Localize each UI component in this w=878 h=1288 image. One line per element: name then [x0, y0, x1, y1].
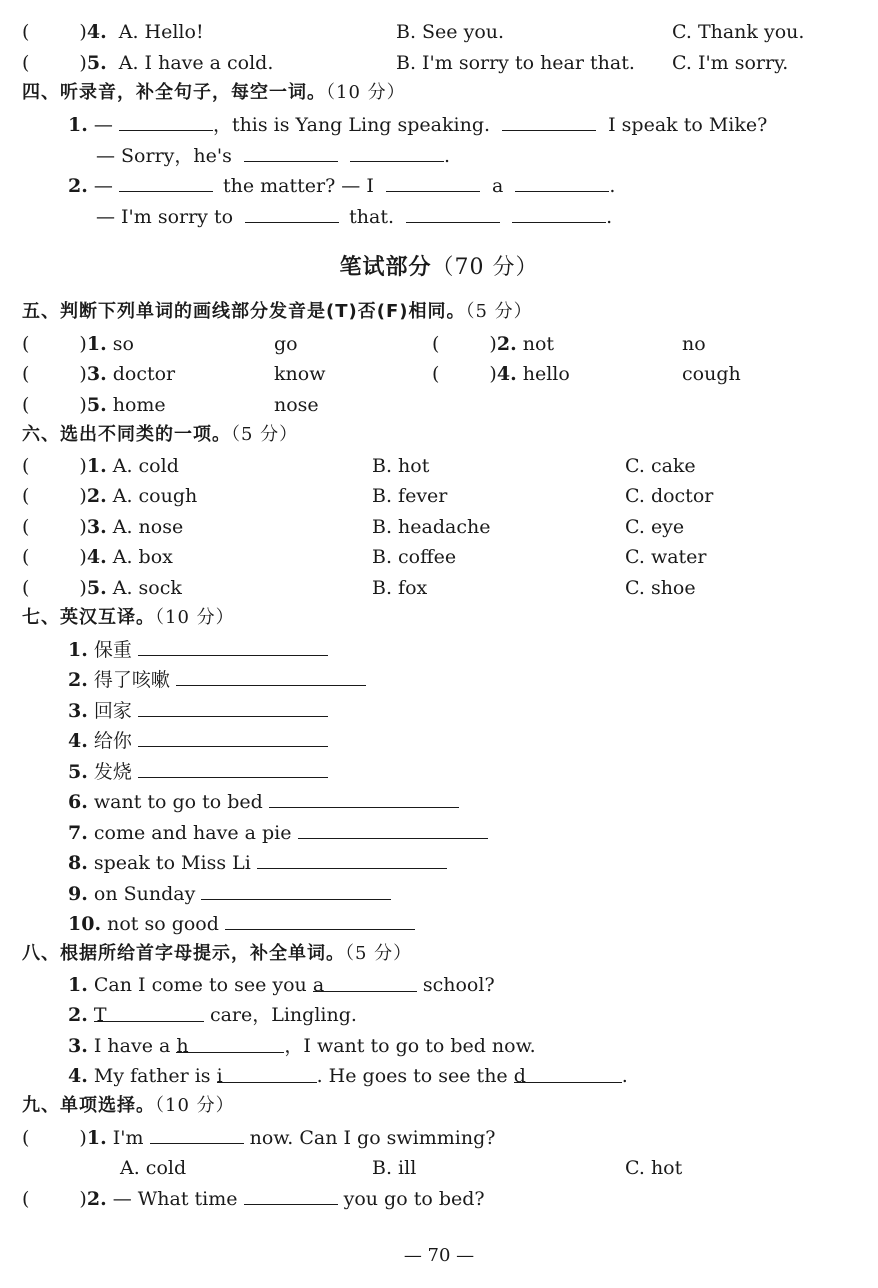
section-6-row: ( )3. A. nose — [22, 516, 184, 538]
fill-blank[interactable] — [138, 759, 328, 778]
page-number: — 70 — — [403, 1245, 475, 1266]
section-7-heading: 七、英汉互译。（10 分） — [22, 607, 235, 628]
translation-item: 9. on Sunday — [68, 881, 391, 905]
word: cough — [682, 363, 741, 385]
word: know — [274, 363, 326, 385]
fill-blank[interactable] — [502, 112, 596, 131]
word: nose — [274, 394, 319, 416]
translation-item: 2. 得了咳嗽 — [68, 667, 366, 691]
translation-item: 3. 回家 — [68, 698, 328, 722]
translation-item: 1. 保重 — [68, 637, 328, 661]
fill-blank[interactable]: h — [176, 1034, 284, 1053]
fill-blank[interactable] — [225, 911, 415, 930]
fill-blank[interactable] — [512, 204, 606, 223]
section-8-heading: 八、根据所给首字母提示，补全单词。（5 分） — [22, 943, 413, 964]
section-6-row: ( )2. A. cough — [22, 485, 198, 507]
fill-blank[interactable]: i — [217, 1064, 317, 1083]
section-8-q4: 4. My father is i . He goes to see the d . — [68, 1065, 628, 1087]
fill-blank[interactable] — [119, 112, 213, 131]
fill-blank[interactable] — [515, 173, 609, 192]
section-8-q3: 3. I have a h ，I want to go to bed now. — [68, 1035, 536, 1057]
section-6-row: ( )1. A. cold — [22, 455, 179, 477]
word: no — [682, 333, 706, 355]
listening-item-4: ( )4. A. Hello! — [22, 21, 204, 43]
fill-blank[interactable] — [138, 698, 328, 717]
word: go — [274, 333, 298, 355]
fill-blank[interactable] — [269, 789, 459, 808]
translation-item: 7. come and have a pie — [68, 820, 488, 844]
translation-item: 10. not so good — [68, 911, 415, 935]
fill-blank[interactable] — [138, 637, 328, 656]
translation-item: 8. speak to Miss Li — [68, 850, 447, 874]
section-6-row: ( )4. A. box — [22, 546, 173, 568]
option-c: C. hot — [625, 1157, 683, 1179]
written-part-title: 笔试部分（70 分） — [339, 255, 539, 280]
section-6-row: ( )5. A. sock — [22, 577, 182, 599]
option-c: C. I'm sorry. — [672, 52, 789, 74]
translation-item: 5. 发烧 — [68, 759, 328, 783]
section-8-q1: 1. Can I come to see you a school? — [68, 974, 495, 996]
section-4-heading: 四、听录音，补全句子，每空一词。（10 分） — [22, 82, 406, 103]
option-b: B. See you. — [396, 21, 505, 43]
translation-item: 4. 给你 — [68, 728, 328, 752]
section-5-heading: 五、判断下列单词的画线部分发音是(T)否(F)相同。（5 分） — [22, 301, 533, 322]
section-4-q1-line2: — Sorry，he's . — [96, 145, 450, 167]
option-b: B. ill — [372, 1157, 417, 1179]
fill-blank[interactable]: T — [94, 1003, 204, 1022]
section-6-heading: 六、选出不同类的一项。（5 分） — [22, 424, 299, 445]
option-a: A. cold — [120, 1157, 187, 1179]
answer-paren: ( — [22, 21, 30, 43]
section-5-row-2b: ( )4. hello — [432, 363, 570, 385]
section-8-q2: 2. T care，Lingling. — [68, 1004, 357, 1026]
option-b: B. fox — [372, 577, 428, 599]
option-b: B. I'm sorry to hear that. — [396, 52, 635, 74]
section-5-row-2: ( )3. doctor — [22, 363, 176, 385]
option-c: C. water — [625, 546, 707, 568]
fill-blank[interactable] — [176, 667, 366, 686]
option-c: C. Thank you. — [672, 21, 805, 43]
option-c: C. eye — [625, 516, 685, 538]
option-a: A. Hello! — [118, 21, 204, 43]
fill-blank[interactable] — [298, 820, 488, 839]
fill-blank[interactable] — [257, 850, 447, 869]
section-9-heading: 九、单项选择。（10 分） — [22, 1095, 235, 1116]
section-4-q2-line1: 2. — the matter? — I a . — [68, 175, 616, 197]
fill-blank[interactable] — [350, 143, 444, 162]
fill-blank[interactable] — [386, 173, 480, 192]
option-a: A. I have a cold. — [118, 52, 274, 74]
option-c: C. shoe — [625, 577, 696, 599]
fill-blank[interactable] — [119, 173, 213, 192]
section-4-q2-line2: — I'm sorry to that. . — [96, 206, 613, 228]
section-9-q2: ( )2. — What time you go to bed? — [22, 1188, 485, 1210]
fill-blank[interactable] — [245, 204, 339, 223]
section-5-row-1b: ( )2. not — [432, 333, 555, 355]
option-b: B. headache — [372, 516, 491, 538]
section-9-q1: ( )1. I'm now. Can I go swimming? — [22, 1127, 496, 1149]
fill-blank[interactable]: a — [313, 973, 417, 992]
fill-blank[interactable] — [138, 728, 328, 747]
fill-blank[interactable]: d — [514, 1064, 622, 1083]
fill-blank[interactable] — [244, 1186, 338, 1205]
option-c: C. cake — [625, 455, 696, 477]
item-number: 4. — [86, 21, 107, 43]
option-b: B. hot — [372, 455, 430, 477]
listening-item-5: ( )5. A. I have a cold. — [22, 52, 274, 74]
section-5-row-1: ( )1. so — [22, 333, 134, 355]
section-5-row-3: ( )5. home — [22, 394, 166, 416]
option-c: C. doctor — [625, 485, 714, 507]
section-4-q1-line1: 1. — ，this is Yang Ling speaking. I speak to Mike? — [68, 114, 768, 136]
translation-item: 6. want to go to bed — [68, 789, 459, 813]
fill-blank[interactable] — [201, 881, 391, 900]
fill-blank[interactable] — [244, 143, 338, 162]
fill-blank[interactable] — [150, 1125, 244, 1144]
option-b: B. coffee — [372, 546, 457, 568]
fill-blank[interactable] — [406, 204, 500, 223]
option-b: B. fever — [372, 485, 448, 507]
